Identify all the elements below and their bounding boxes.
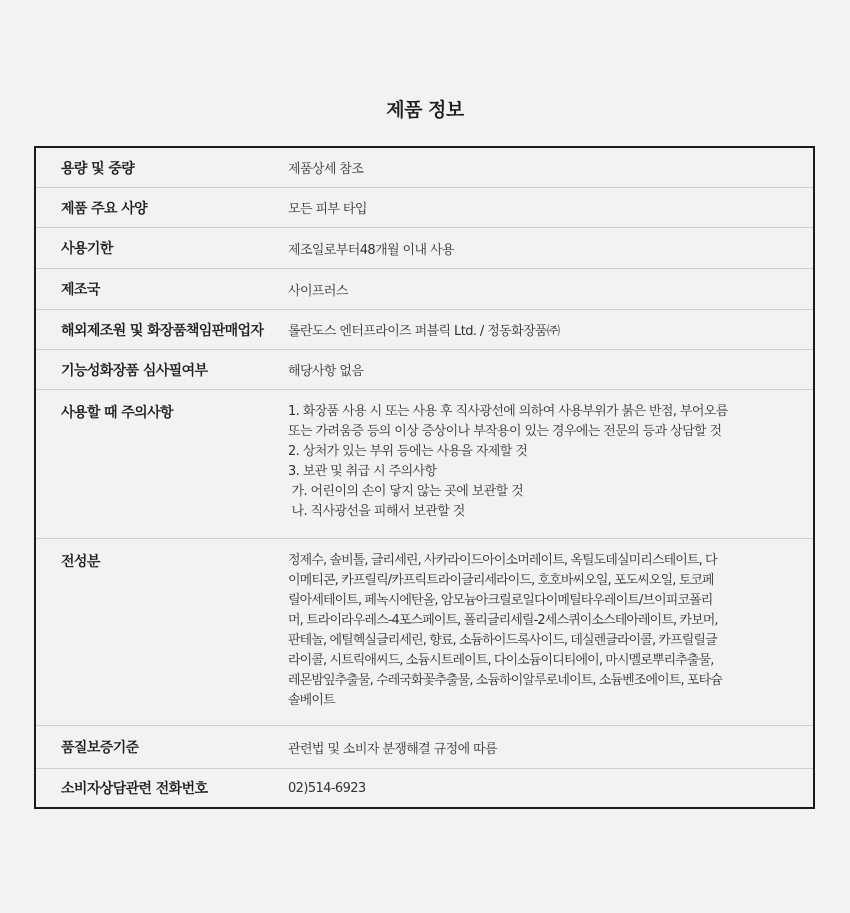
ingredient-line: 판테놀, 에틸헥실글리세린, 향료, 소듐하이드록사이드, 데실렌글라이콜, 카프릴릴글 bbox=[288, 633, 717, 648]
ingredient-line: 라이콜, 시트릭애씨드, 소듐시트레이트, 다이소듐이디티에이, 마시멜로뿌리추출물, bbox=[288, 653, 714, 668]
phone-number: 02)514-6923 bbox=[288, 780, 366, 796]
row-label: 사용기한 bbox=[61, 241, 113, 257]
row-manufacturer bbox=[36, 310, 813, 350]
row-main-spec bbox=[36, 188, 813, 228]
precaution-line: 2. 상처가 있는 부위 등에는 사용을 자제할 것 bbox=[288, 444, 528, 459]
row-value: 해당사항 없음 bbox=[288, 364, 364, 379]
row-functional-review bbox=[36, 350, 813, 390]
ingredient-line: 레몬밤잎추출물, 수레국화꽃추출물, 소듐하이알루로네이트, 소듐벤조에이트, 포타슘 bbox=[288, 673, 722, 688]
row-quality-standard bbox=[36, 726, 813, 769]
row-ingredients bbox=[36, 539, 813, 726]
precaution-line: 나. 직사광선을 피해서 보관할 것 bbox=[288, 504, 465, 519]
row-label: 제조국 bbox=[61, 282, 100, 298]
row-label: 기능성화장품 심사필여부 bbox=[61, 362, 208, 379]
row-label: 사용할 때 주의사항 bbox=[61, 405, 173, 421]
row-label: 전성분 bbox=[61, 554, 100, 570]
row-country bbox=[36, 269, 813, 310]
precautions-text bbox=[288, 390, 813, 522]
row-value: 제조일로부터48개월 이내 사용 bbox=[288, 242, 454, 258]
row-label: 제품 주요 사양 bbox=[61, 200, 148, 217]
precaution-line: 3. 보관 및 취급 시 주의사항 bbox=[288, 464, 437, 479]
ingredient-line: 솔베이트 bbox=[288, 693, 335, 708]
row-value: 제품상세 참조 bbox=[288, 162, 364, 177]
row-label: 용량 및 중량 bbox=[61, 160, 135, 177]
ingredient-line: 정제수, 솔비톨, 글리세린, 사카라이드아이소머레이트, 옥틸도데실미리스테이트, 다 bbox=[288, 553, 717, 568]
row-value: 관련법 및 소비자 분쟁해결 규정에 따름 bbox=[288, 741, 497, 757]
row-value: 롤란도스 엔터프라이즈 퍼블릭 Ltd. / 정동화장품㈜ bbox=[288, 324, 560, 339]
row-expiry bbox=[36, 228, 813, 269]
row-value: 사이프러스 bbox=[288, 283, 348, 299]
row-capacity bbox=[36, 148, 813, 188]
ingredient-line: 이메티콘, 카프릴릭/카프릭트라이글리세라이드, 호호바씨오일, 포도씨오일, 토코페 bbox=[288, 573, 714, 588]
product-info-table bbox=[34, 146, 815, 809]
ingredients-text bbox=[288, 539, 813, 711]
row-value: 모든 피부 타입 bbox=[288, 202, 367, 217]
ingredient-line: 머, 트라이라우레스-4포스페이트, 폴리글리세릴-2세스퀴이소스테아레이트, 카보머, bbox=[288, 613, 718, 628]
row-label: 소비자상담관련 전화번호 bbox=[61, 781, 208, 797]
ingredient-line: 릴아세테이트, 페녹시에탄올, 암모늄아크릴로일다이메틸타우레이트/브이피코폴리 bbox=[288, 593, 713, 608]
precaution-line: 또는 가려움증 등의 이상 증상이나 부작용이 있는 경우에는 전문의 등과 상담할 것 bbox=[288, 424, 722, 439]
row-label: 해외제조원 및 화장품책임판매업자 bbox=[61, 322, 264, 339]
row-label: 품질보증기준 bbox=[61, 740, 139, 756]
row-precautions bbox=[36, 390, 813, 539]
precaution-line: 가. 어린이의 손이 닿지 않는 곳에 보관할 것 bbox=[288, 484, 524, 499]
precaution-line: 1. 화장품 사용 시 또는 사용 후 직사광선에 의하여 사용부위가 붉은 반점, 부어오름 bbox=[288, 404, 728, 419]
page-title: 제품 정보 bbox=[386, 99, 464, 121]
row-phone bbox=[36, 769, 813, 807]
